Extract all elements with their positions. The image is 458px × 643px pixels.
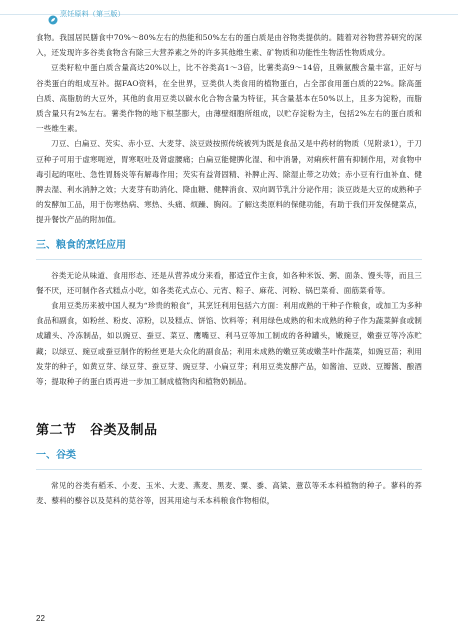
section-rule	[36, 259, 422, 260]
paragraph-2: 豆类籽粒中蛋白质含量高达20%以上，比不谷类高1～3倍，比薯类高9～14倍，且赖氨酸含量丰富，正好与谷类蛋白的组成互补。据FAO资料，在全世界，豆类供人类食用的植物蛋白，占全部食用蛋白质的22%。除高蛋白质、高脂肪的大豆外，其他的食用豆类以碳水化合物含量为特征，其含量基本在50%以上，且多为淀粉，而脂质含量只有2%左右。薯类作物的地下根茎膨大，由薄壁细胞所组成，以贮存淀粉为主，包括2%左右的蛋白质和一些维生素。	[36, 63, 422, 134]
leaf-logo-icon	[48, 10, 58, 20]
running-header	[0, 0, 458, 30]
page-body	[36, 30, 422, 509]
paragraph-5: 食用豆类历来被中国人视为“珍贵的粮食”，其烹饪利用包括六方面：利用成熟的干种子作粮食，或加工为多种食品和副食，如粉丝、粉皮、凉粉，以及糕点、饼馅、饮料等；利用绿色成熟的和未成熟的种子作为蔬菜鲜食或制成罐头、冷冻制品，如以豌豆、蚕豆、菜豆、鹰嘴豆、利马豆等加工制成的各种罐头，嫩豌豆，嫩蚕豆等冷冻贮藏；以绿豆、豌豆或蚕豆制作的粉丝更是大众化的副食品；利用未成熟的嫩豆荚或嫩茎叶作蔬菜，如豌豆苗；利用发芽的种子，如黄豆芽、绿豆芽、蚕豆芽、豌豆芽、小扁豆芽；利用豆类发酵产品，如酱油、豆豉、豆瓣酱、酿酒等；提取种子的蛋白质再进一步加工制成植物肉和植物奶制品。	[36, 301, 422, 387]
book-title: 烹饪原料（第三版）	[60, 11, 125, 18]
page-number: 22	[36, 614, 45, 623]
paragraph-3: 刀豆、白扁豆、芡实、赤小豆、大麦芽、淡豆豉按照传统被列为既是食品又是中药材的物质（见附录1），于刀豆种子可用于虚寒呃逆，胃寒呕吐及肾虚腰痛；白扁豆能健脾化湿、和中消暑，对痢疾杆菌有抑制作用，对食物中毒引起的呕吐、急性胃肠炎等有解毒作用；芡实有益肾固精、补脾止泻、除湿止带之功效；赤小豆有行血补血、健脾去湿、利水消肿之效；大麦芽有助消化、降血糖、健脾消食、双向调节乳汁分泌作用；淡豆豉是大豆的成熟种子的发酵加工品，用于伤寒热病、寒热、头痛、烦躁、胸闷。了解这类原料的保健功能，有助于我们开发保健菜点，提升餐饮产品的附加值。	[36, 139, 422, 225]
subsection-heading: 一、谷类	[36, 450, 76, 462]
section-heading: 三、粮食的烹饪应用	[36, 239, 126, 251]
paragraph-1: 食物。我国居民膳食中70%～80%左右的热能和50%左右的蛋白质是由谷物类提供的。随着对谷物营养研究的深入，还发现许多谷类食物含有除三大营养素之外的许多其他维生素、矿物质和功能性生物活性物质成分。	[36, 33, 422, 58]
subsection-rule	[36, 469, 422, 470]
chapter-heading: 第二节 谷类及制品	[36, 422, 158, 438]
paragraph-6: 常见的谷类有稻禾、小麦、玉米、大麦、燕麦、黑麦、粟、黍、高粱、薏苡等禾本科植物的种子。蓼科的荞麦、藜科的藜谷以及苋科的苋谷等，因其用途与禾本科粮食作物相似，	[36, 481, 422, 506]
paragraph-4: 谷类无论从味道、食用形态、还是从营养成分来看，都适宜作主食，如各种米饭、粥、面条、馒头等，而且三餐不厌，还可制作各式糕点小吃，如各类花式点心、元宵、粽子、麻花、河粉、锅巴菜肴、面筋菜肴等。	[36, 270, 422, 295]
